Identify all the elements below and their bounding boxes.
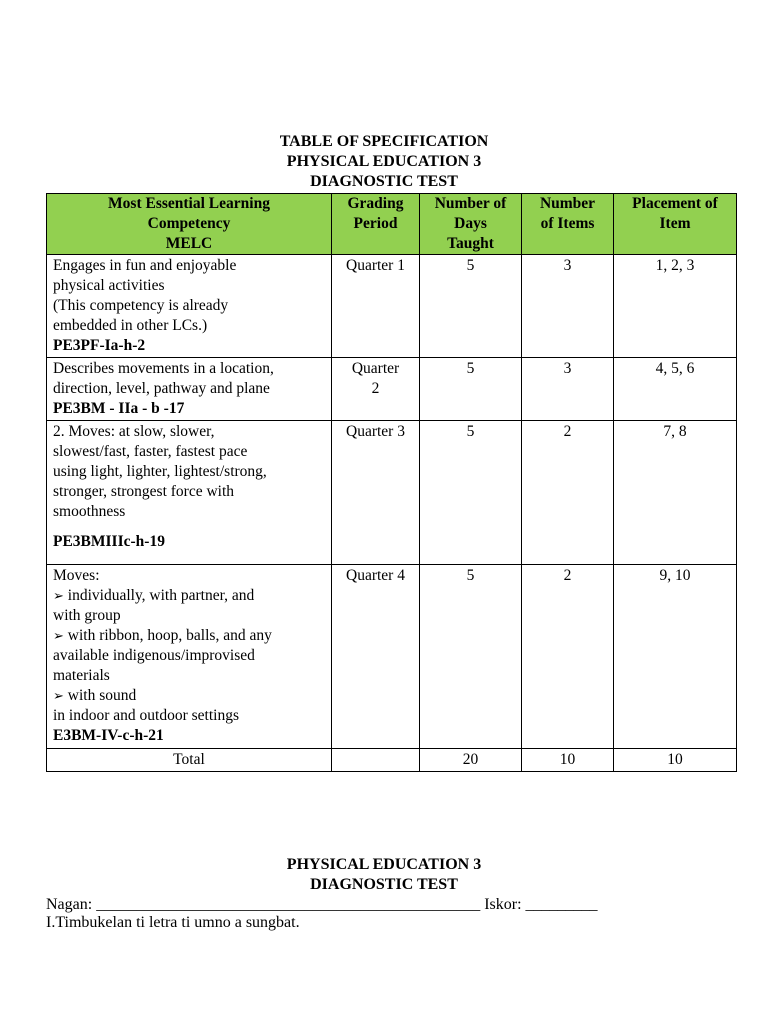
score-label: Iskor:	[484, 896, 522, 913]
placement-cell: 7, 8	[614, 421, 737, 565]
document-title	[0, 132, 768, 192]
title-line-2: PHYSICAL EDUCATION 3	[286, 153, 482, 170]
arrow-bullet-icon: ➢	[53, 628, 64, 643]
name-score-line	[46, 896, 598, 914]
days-cell: 5	[420, 255, 522, 358]
placement-cell: 4, 5, 6	[614, 358, 737, 421]
name-field[interactable]: ________________________________________________	[96, 896, 481, 913]
competency-code: PE3PF-Ia-h-2	[53, 337, 146, 354]
table-header-row	[47, 194, 737, 255]
title-line-1: TABLE OF SPECIFICATION	[279, 133, 489, 150]
arrow-bullet-icon: ➢	[53, 588, 64, 603]
total-row	[47, 749, 737, 772]
header-grading-period: Grading Period	[332, 194, 420, 255]
items-cell: 3	[522, 255, 614, 358]
arrow-bullet-icon: ➢	[53, 688, 64, 703]
items-cell: 3	[522, 358, 614, 421]
total-period-cell	[332, 749, 420, 772]
header-placement: Placement of Item	[614, 194, 737, 255]
test-heading-line-2: DIAGNOSTIC TEST	[310, 876, 458, 893]
placement-cell: 1, 2, 3	[614, 255, 737, 358]
competency-cell: 2. Moves: at slow, slower, slowest/fast, faster, fastest pace using light, lighter, lightest/strong, stronger, strongest force with smoothness PE3BMIIIc-h-19	[47, 421, 332, 565]
competency-cell: Moves: ➢ individually, with partner, and with group ➢ with ribbon, hoop, balls, and any available indigenous/improvised materials ➢ with sound in indoor and outdoor settings E3BM-IV-c-h-21	[47, 565, 332, 749]
table-row	[47, 421, 737, 565]
grading-period-cell: Quarter 3	[332, 421, 420, 565]
header-days-taught: Number of Days Taught	[420, 194, 522, 255]
test-heading-line-1: PHYSICAL EDUCATION 3	[286, 856, 482, 873]
table-row	[47, 358, 737, 421]
days-cell: 5	[420, 421, 522, 565]
table-row	[47, 565, 737, 749]
days-cell: 5	[420, 565, 522, 749]
table-row	[47, 255, 737, 358]
header-number-of-items: Number of Items	[522, 194, 614, 255]
total-placement: 10	[614, 749, 737, 772]
grading-period-cell: Quarter 1	[332, 255, 420, 358]
instruction-text: I.Timbukelan ti letra ti umno a sungbat.	[46, 914, 300, 931]
items-cell: 2	[522, 421, 614, 565]
grading-period-cell: Quarter 2	[332, 358, 420, 421]
days-cell: 5	[420, 358, 522, 421]
total-days: 20	[420, 749, 522, 772]
specification-table	[46, 193, 737, 772]
placement-cell: 9, 10	[614, 565, 737, 749]
competency-cell: Describes movements in a location, direction, level, pathway and plane PE3BM - IIa - b -17	[47, 358, 332, 421]
items-cell: 2	[522, 565, 614, 749]
total-label: Total	[47, 749, 332, 772]
competency-code: PE3BMIIIc-h-19	[53, 533, 165, 550]
competency-cell: Engages in fun and enjoyable physical activities (This competency is already embedded in other LCs.) PE3PF-Ia-h-2	[47, 255, 332, 358]
name-label: Nagan:	[46, 896, 93, 913]
grading-period-cell: Quarter 4	[332, 565, 420, 749]
competency-code: E3BM-IV-c-h-21	[53, 727, 164, 744]
total-items: 10	[522, 749, 614, 772]
spacer	[53, 522, 325, 532]
competency-code: PE3BM - IIa - b -17	[53, 400, 185, 417]
test-heading	[0, 855, 768, 895]
title-line-3: DIAGNOSTIC TEST	[310, 173, 458, 190]
header-melc: Most Essential Learning Competency MELC	[47, 194, 332, 255]
score-field[interactable]: _________	[525, 896, 598, 913]
